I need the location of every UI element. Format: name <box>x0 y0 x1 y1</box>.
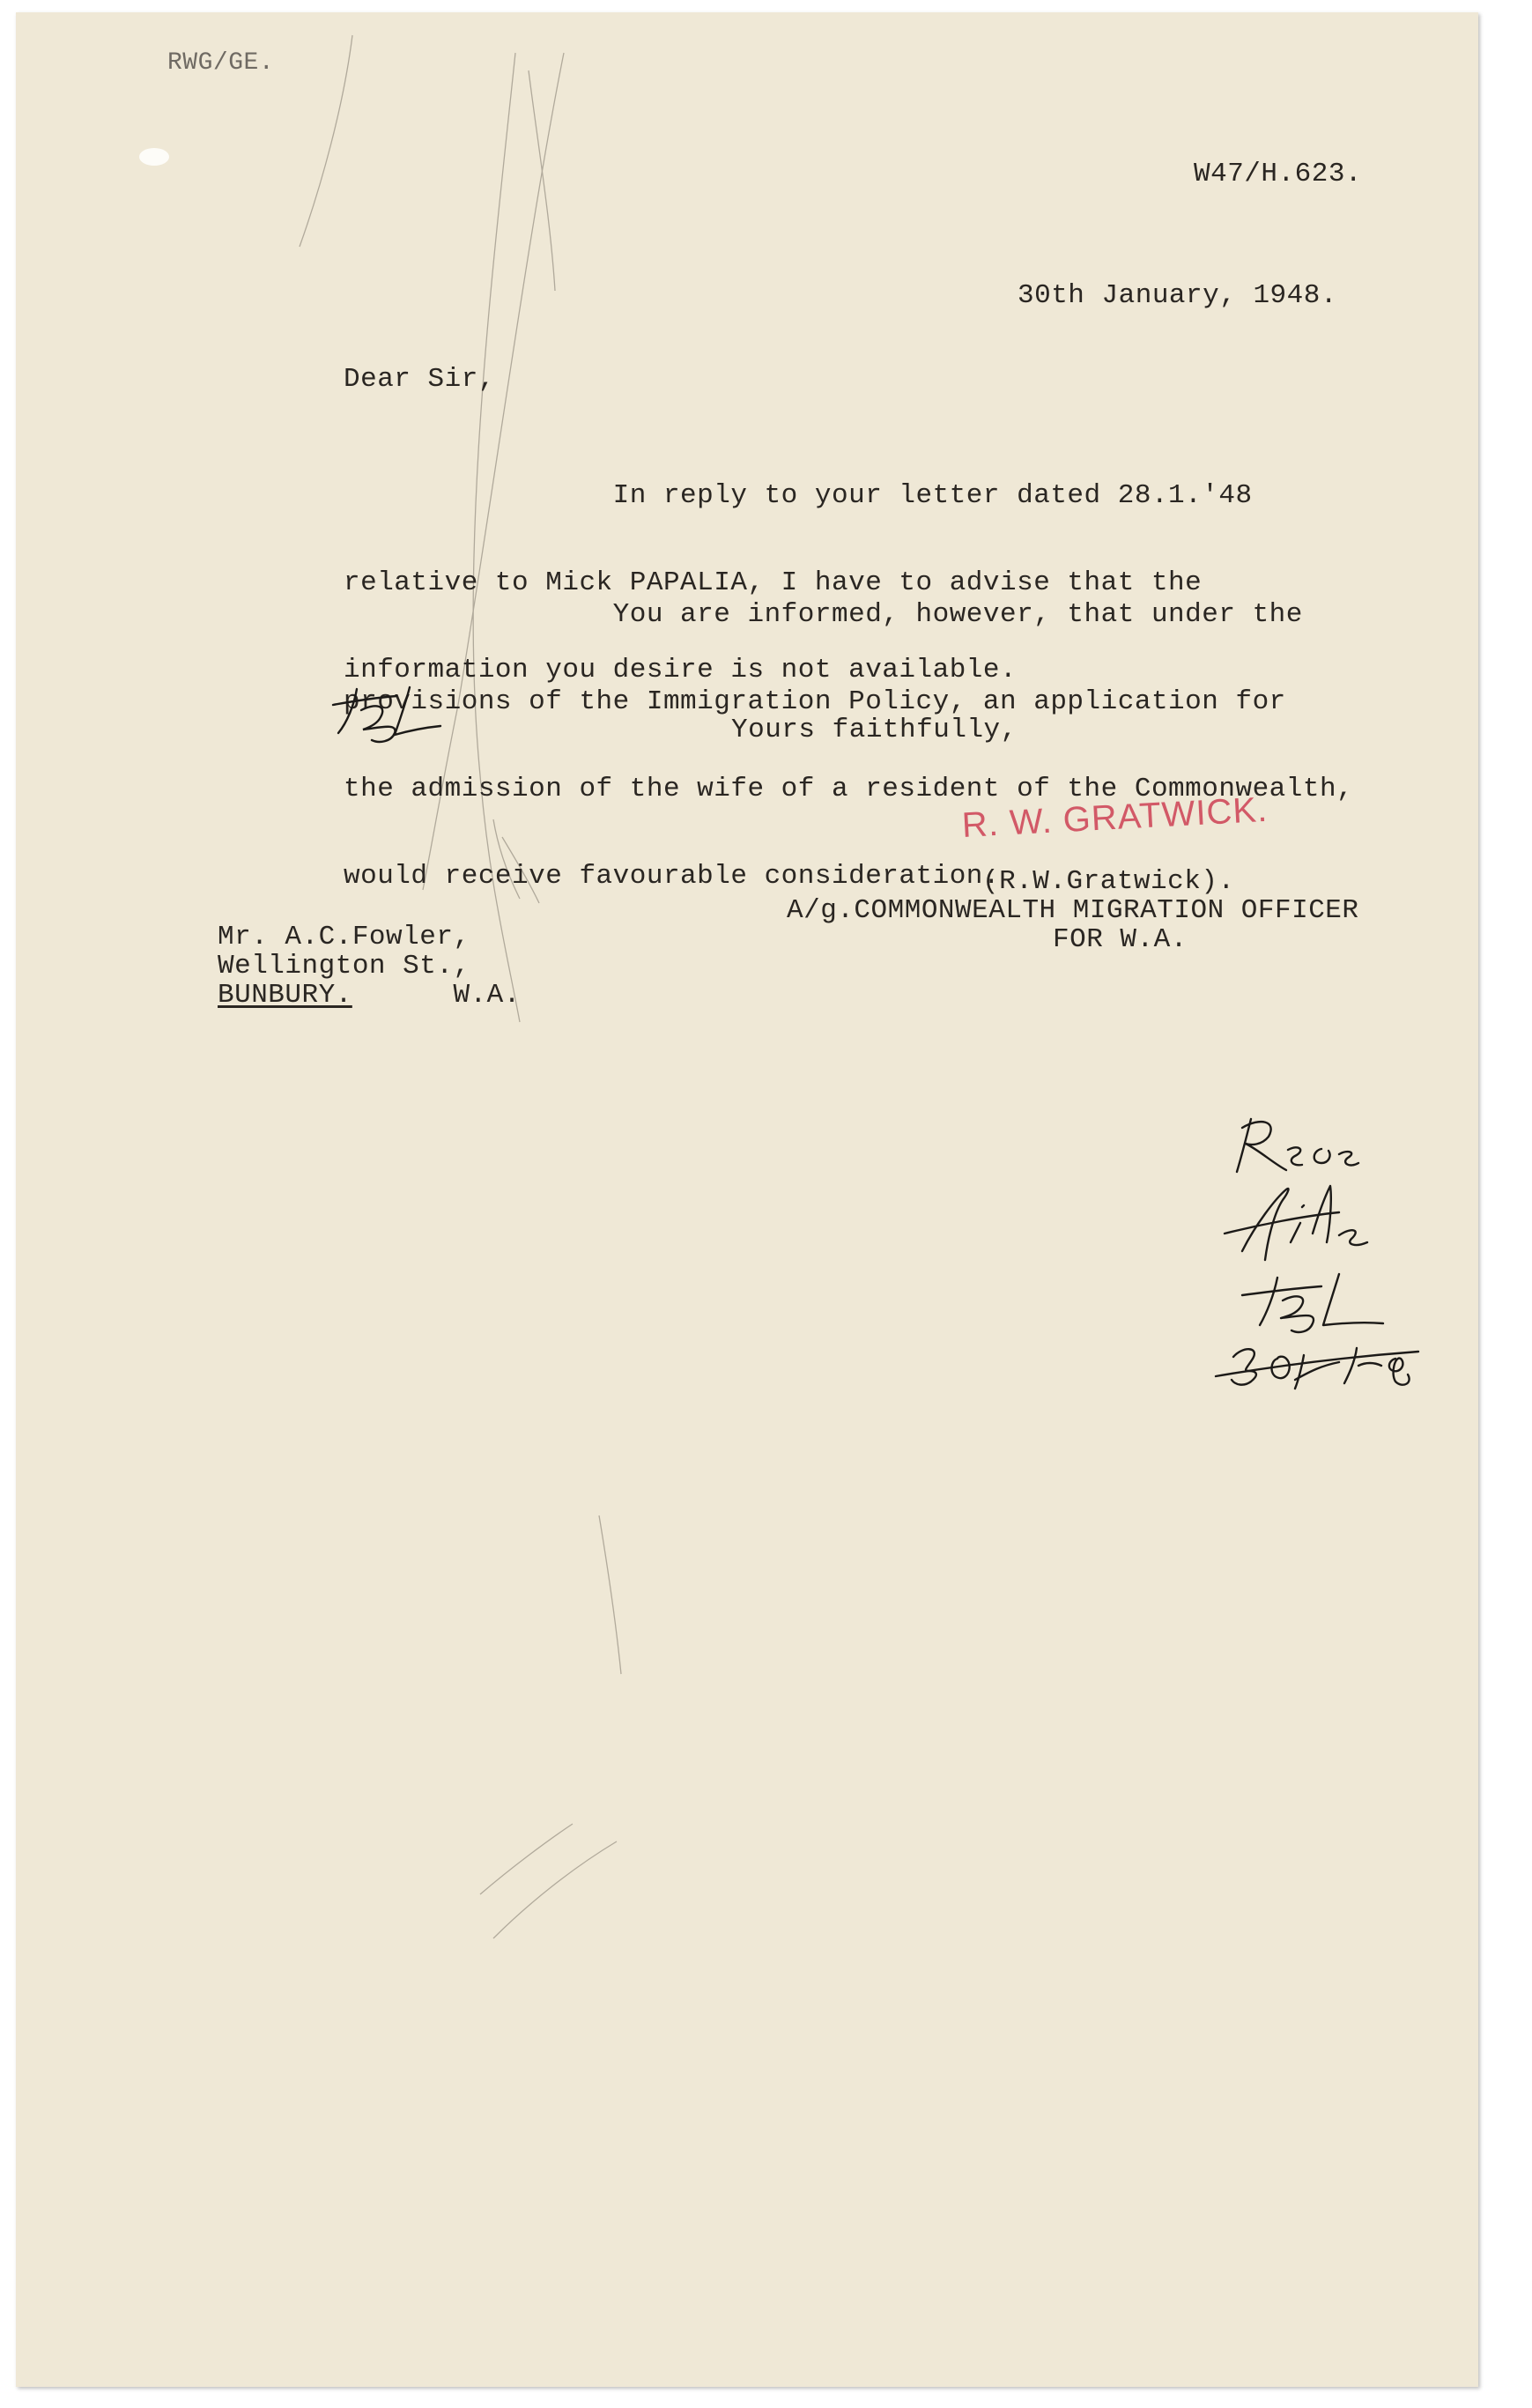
paragraph-2-line: would receive favourable consideration. <box>344 861 1001 892</box>
address-spacer <box>352 980 454 1011</box>
addressee-town-line <box>218 981 521 1010</box>
paragraph-1-line: relative to Mick PAPALIA, I have to advise that the <box>344 567 1203 598</box>
paragraph-1-line: information you desire is not available. <box>344 655 1018 685</box>
letter-date: 30th January, 1948. <box>1018 280 1337 311</box>
paragraph-2-line: provisions of the Immigration Policy, an application for <box>344 686 1286 717</box>
paragraph-2-line: You are informed, however, that under the <box>344 599 1303 630</box>
letter-page <box>16 12 1478 2387</box>
signatory-name: (R.W.Gratwick). <box>982 866 1235 897</box>
addressee-street: Wellington St., <box>218 951 470 982</box>
file-reference: W47/H.623. <box>1194 159 1363 189</box>
reference-initials: RWG/GE. <box>167 49 275 77</box>
closing: Yours faithfully, <box>731 715 1018 745</box>
pin-hole <box>139 148 169 166</box>
addressee-name: Mr. A.C.Fowler, <box>218 922 470 952</box>
paragraph-2-line: the admission of the wife of a resident of the Commonwealth, <box>344 774 1354 804</box>
signatory-title: A/g.COMMONWEALTH MIGRATION OFFICER <box>787 895 1359 926</box>
signature-stamp: R. W. GRATWICK. <box>960 789 1269 845</box>
paragraph-1-line: In reply to your letter dated 28.1.'48 <box>344 480 1253 511</box>
addressee-town: BUNBURY. <box>218 980 352 1011</box>
signatory-title-region: FOR W.A. <box>1053 924 1188 955</box>
addressee-state: W.A. <box>453 980 521 1011</box>
salutation: Dear Sir, <box>344 364 495 395</box>
